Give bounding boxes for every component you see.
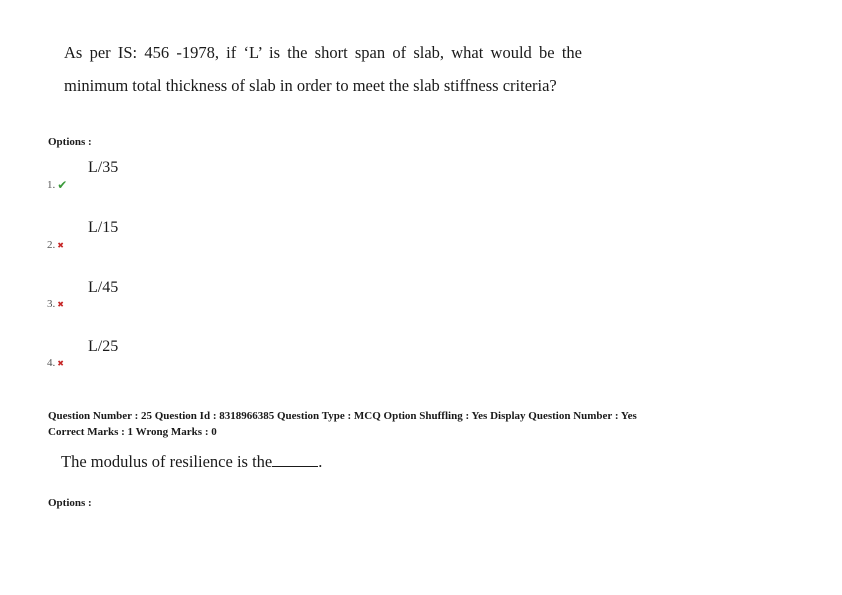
option-1-number (47, 178, 67, 192)
option-2-text: L/15 (88, 219, 119, 236)
option-4-text: L/25 (88, 338, 119, 355)
options-label-2: Options : (48, 497, 92, 509)
check-icon: ✔ (57, 178, 68, 192)
option-4-number (47, 357, 64, 369)
option-1-text: L/35 (88, 159, 119, 176)
option-number-label: 4. (47, 357, 56, 369)
question-2-end: . (318, 452, 323, 471)
marks-meta-line: Correct Marks : 1 Wrong Marks : 0 (48, 426, 217, 438)
option-number-label: 2. (47, 239, 56, 251)
question-2-text (61, 452, 322, 472)
option-number-label: 1. (47, 179, 56, 191)
cross-icon: ✖ (57, 240, 64, 250)
question-meta-line: Question Number : 25 Question Id : 8318966385 Question Type : MCQ Option Shuffling : Yes Display Question Number : Yes (48, 410, 637, 422)
answer-blank (272, 452, 318, 467)
cross-icon: ✖ (57, 358, 64, 368)
question-text: As per IS: 456 -1978, if ‘L’ is the short span of slab, what would be the minimum total thickness of slab in order to meet the slab stiffness criteria? (64, 43, 582, 95)
option-3-number (47, 298, 64, 310)
option-3-text: L/45 (88, 279, 119, 296)
option-2-number (47, 239, 64, 251)
options-label: Options : (48, 136, 92, 148)
cross-icon: ✖ (57, 299, 64, 309)
option-number-label: 3. (47, 298, 56, 310)
question-2-stem: The modulus of resilience is the (61, 452, 273, 471)
